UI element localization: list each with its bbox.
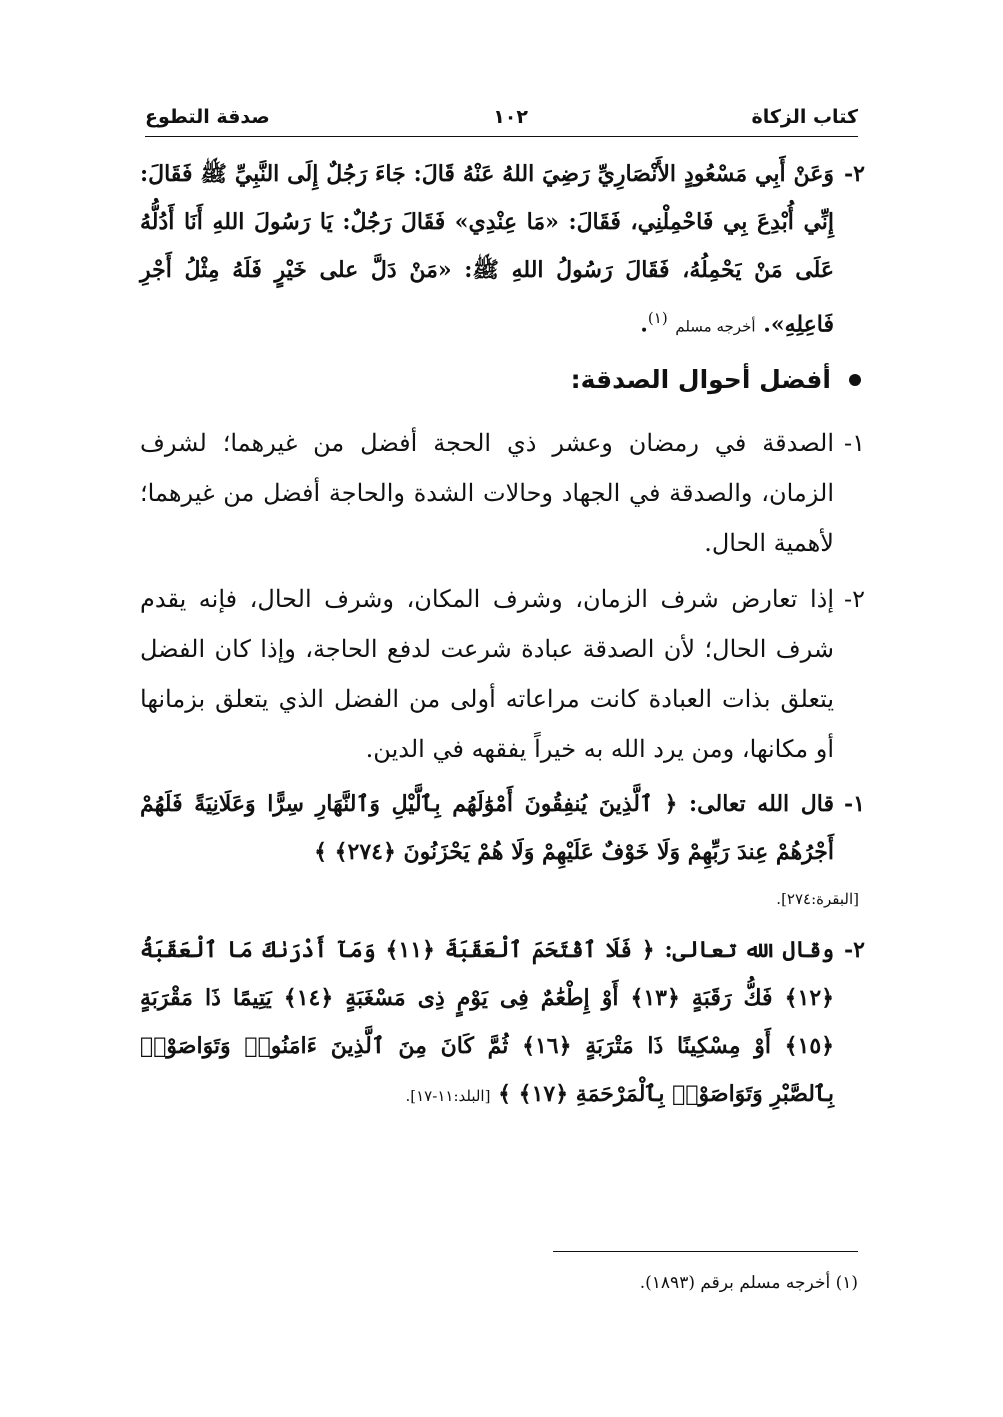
item-number: ٢- — [844, 585, 865, 614]
verse-intro: وقال الله تعالى: — [664, 937, 835, 964]
item-number: ٢- — [844, 937, 865, 964]
hadith-source: أخرجه مسلم — [675, 317, 756, 336]
verse-reference: [البلد:١١-١٧]. — [405, 1087, 491, 1106]
footnote-mark[interactable]: (١) — [647, 309, 668, 327]
verse-intro: قال الله تعالى: — [689, 791, 835, 818]
section-heading — [140, 358, 865, 402]
verse-item — [140, 780, 865, 876]
header-rule — [145, 136, 858, 137]
item-number: ٢- — [844, 161, 865, 187]
verse-text: ﴿ ٱلَّذِينَ يُنفِقُونَ أَمْوَٰلَهُم بِٱلَّيْلِ وَٱلنَّهَارِ سِرًّا وَعَلَانِيَةً فَلَهُمْ أَجْرُهُمْ عِندَ رَبِّهِمْ وَلَا خَوْفٌ عَلَيْهِمْ وَلَا هُمْ يَحْزَنُونَ ﴿٢٧٤﴾ ﴾ — [140, 791, 835, 866]
running-header — [145, 100, 858, 134]
item-text: الصدقة في رمضان وعشر ذي الحجة أفضل من غيرهما؛ لشرف الزمان، والصدقة في الجهاد وحالات الشدة والحاجة أفضل من غيرهما؛ لأهمية الحال. — [140, 429, 834, 558]
item-text: إذا تعارض شرف الزمان، وشرف المكان، وشرف الحال، فإنه يقدم شرف الحال؛ لأن الصدقة عبادة شرعت لدفع الحاجة، وإذا كان الفضل يتعلق بذات العبادة كانت مراعاته أولى من الفضل الذي يتعلق بزمانها أو مكانها، ومن يرد الله به خيراً يفقهه في الدين. — [140, 585, 834, 764]
footnote: (١) أخرجه مسلم برقم (١٨٩٣). — [639, 1273, 858, 1293]
footnote-rule — [553, 1251, 858, 1252]
book-title: كتاب الزكاة — [751, 106, 858, 128]
hadith-paragraph: ٢- وَعَنْ أَبِي مَسْعُودٍ الأَنْصَارِيِّ رَضِيَ اللهُ عَنْهُ قَالَ: جَاءَ رَجُلٌ إِلَى النَّبِيِّ ﷺ فَقَالَ: إِنِّي أُبْدِعَ بِي فَاحْمِلْنِي، فَقَالَ: «مَا عِنْدِي» فَقَالَ رَجُلٌ: يَا رَسُولَ اللهِ أَنَا أَدُلُّهُ عَلَى مَنْ يَحْمِلُهُ، فَقَالَ رَسُولُ اللهِ ﷺ: «مَنْ دَلَّ على خَيْرٍ فَلَهُ مِثْلُ أَجْرِ فَاعِلِهِ». أخرجه مسلم $^{(١)}$. — [140, 150, 865, 350]
bullet-icon — [849, 374, 861, 386]
list-item — [140, 418, 865, 568]
item-number: ١- — [844, 429, 865, 458]
heading-text: أفضل أحوال الصدقة: — [570, 365, 831, 395]
item-number: ١- — [844, 791, 865, 818]
verse-item — [140, 926, 865, 1120]
verse-text: ﴿ فَلَا ٱقْتَحَمَ ٱلْعَقَبَةَ ﴿١١﴾ وَمَآ أَدْرَىٰكَ مَا ٱلْعَقَبَةُ ﴿١٢﴾ فَكُّ رَقَبَةٍ ﴿١٣﴾ أَوْ إِطْعَٰمٌ فِى يَوْمٍ ذِى مَسْغَبَةٍ ﴿١٤﴾ يَتِيمًا ذَا مَقْرَبَةٍ ﴿١٥﴾ أَوْ مِسْكِينًا ذَا مَتْرَبَةٍ ﴿١٦﴾ ثُمَّ كَانَ مِنَ ٱلَّذِينَ ءَامَنُوا۟ وَتَوَاصَوْا۟ بِٱلصَّبْرِ وَتَوَاصَوْا۟ بِٱلْمَرْحَمَةِ ﴿١٧﴾ ﴾ — [140, 937, 835, 1108]
list-item — [140, 574, 865, 774]
section-title: صدقة التطوع — [145, 106, 270, 128]
hadith-text: وَعَنْ أَبِي مَسْعُودٍ الأَنْصَارِيِّ رَضِيَ اللهُ عَنْهُ قَالَ: جَاءَ رَجُلٌ إِلَى النَّبِيِّ ﷺ فَقَالَ: إِنِّي أُبْدِعَ بِي فَاحْمِلْنِي، فَقَالَ: «مَا عِنْدِي» فَقَالَ رَجُلٌ: يَا رَسُولَ اللهِ أَنَا أَدُلُّهُ عَلَى مَنْ يَحْمِلُهُ، فَقَالَ رَسُولُ اللهِ ﷺ: «مَنْ دَلَّ على خَيْرٍ فَلَهُ مِثْلُ أَجْرِ فَاعِلِهِ». — [140, 161, 835, 338]
verse-reference: [البقرة:٢٧٤]. — [776, 890, 859, 909]
page-number: ١٠٢ — [493, 106, 528, 128]
page-body — [140, 150, 865, 1126]
